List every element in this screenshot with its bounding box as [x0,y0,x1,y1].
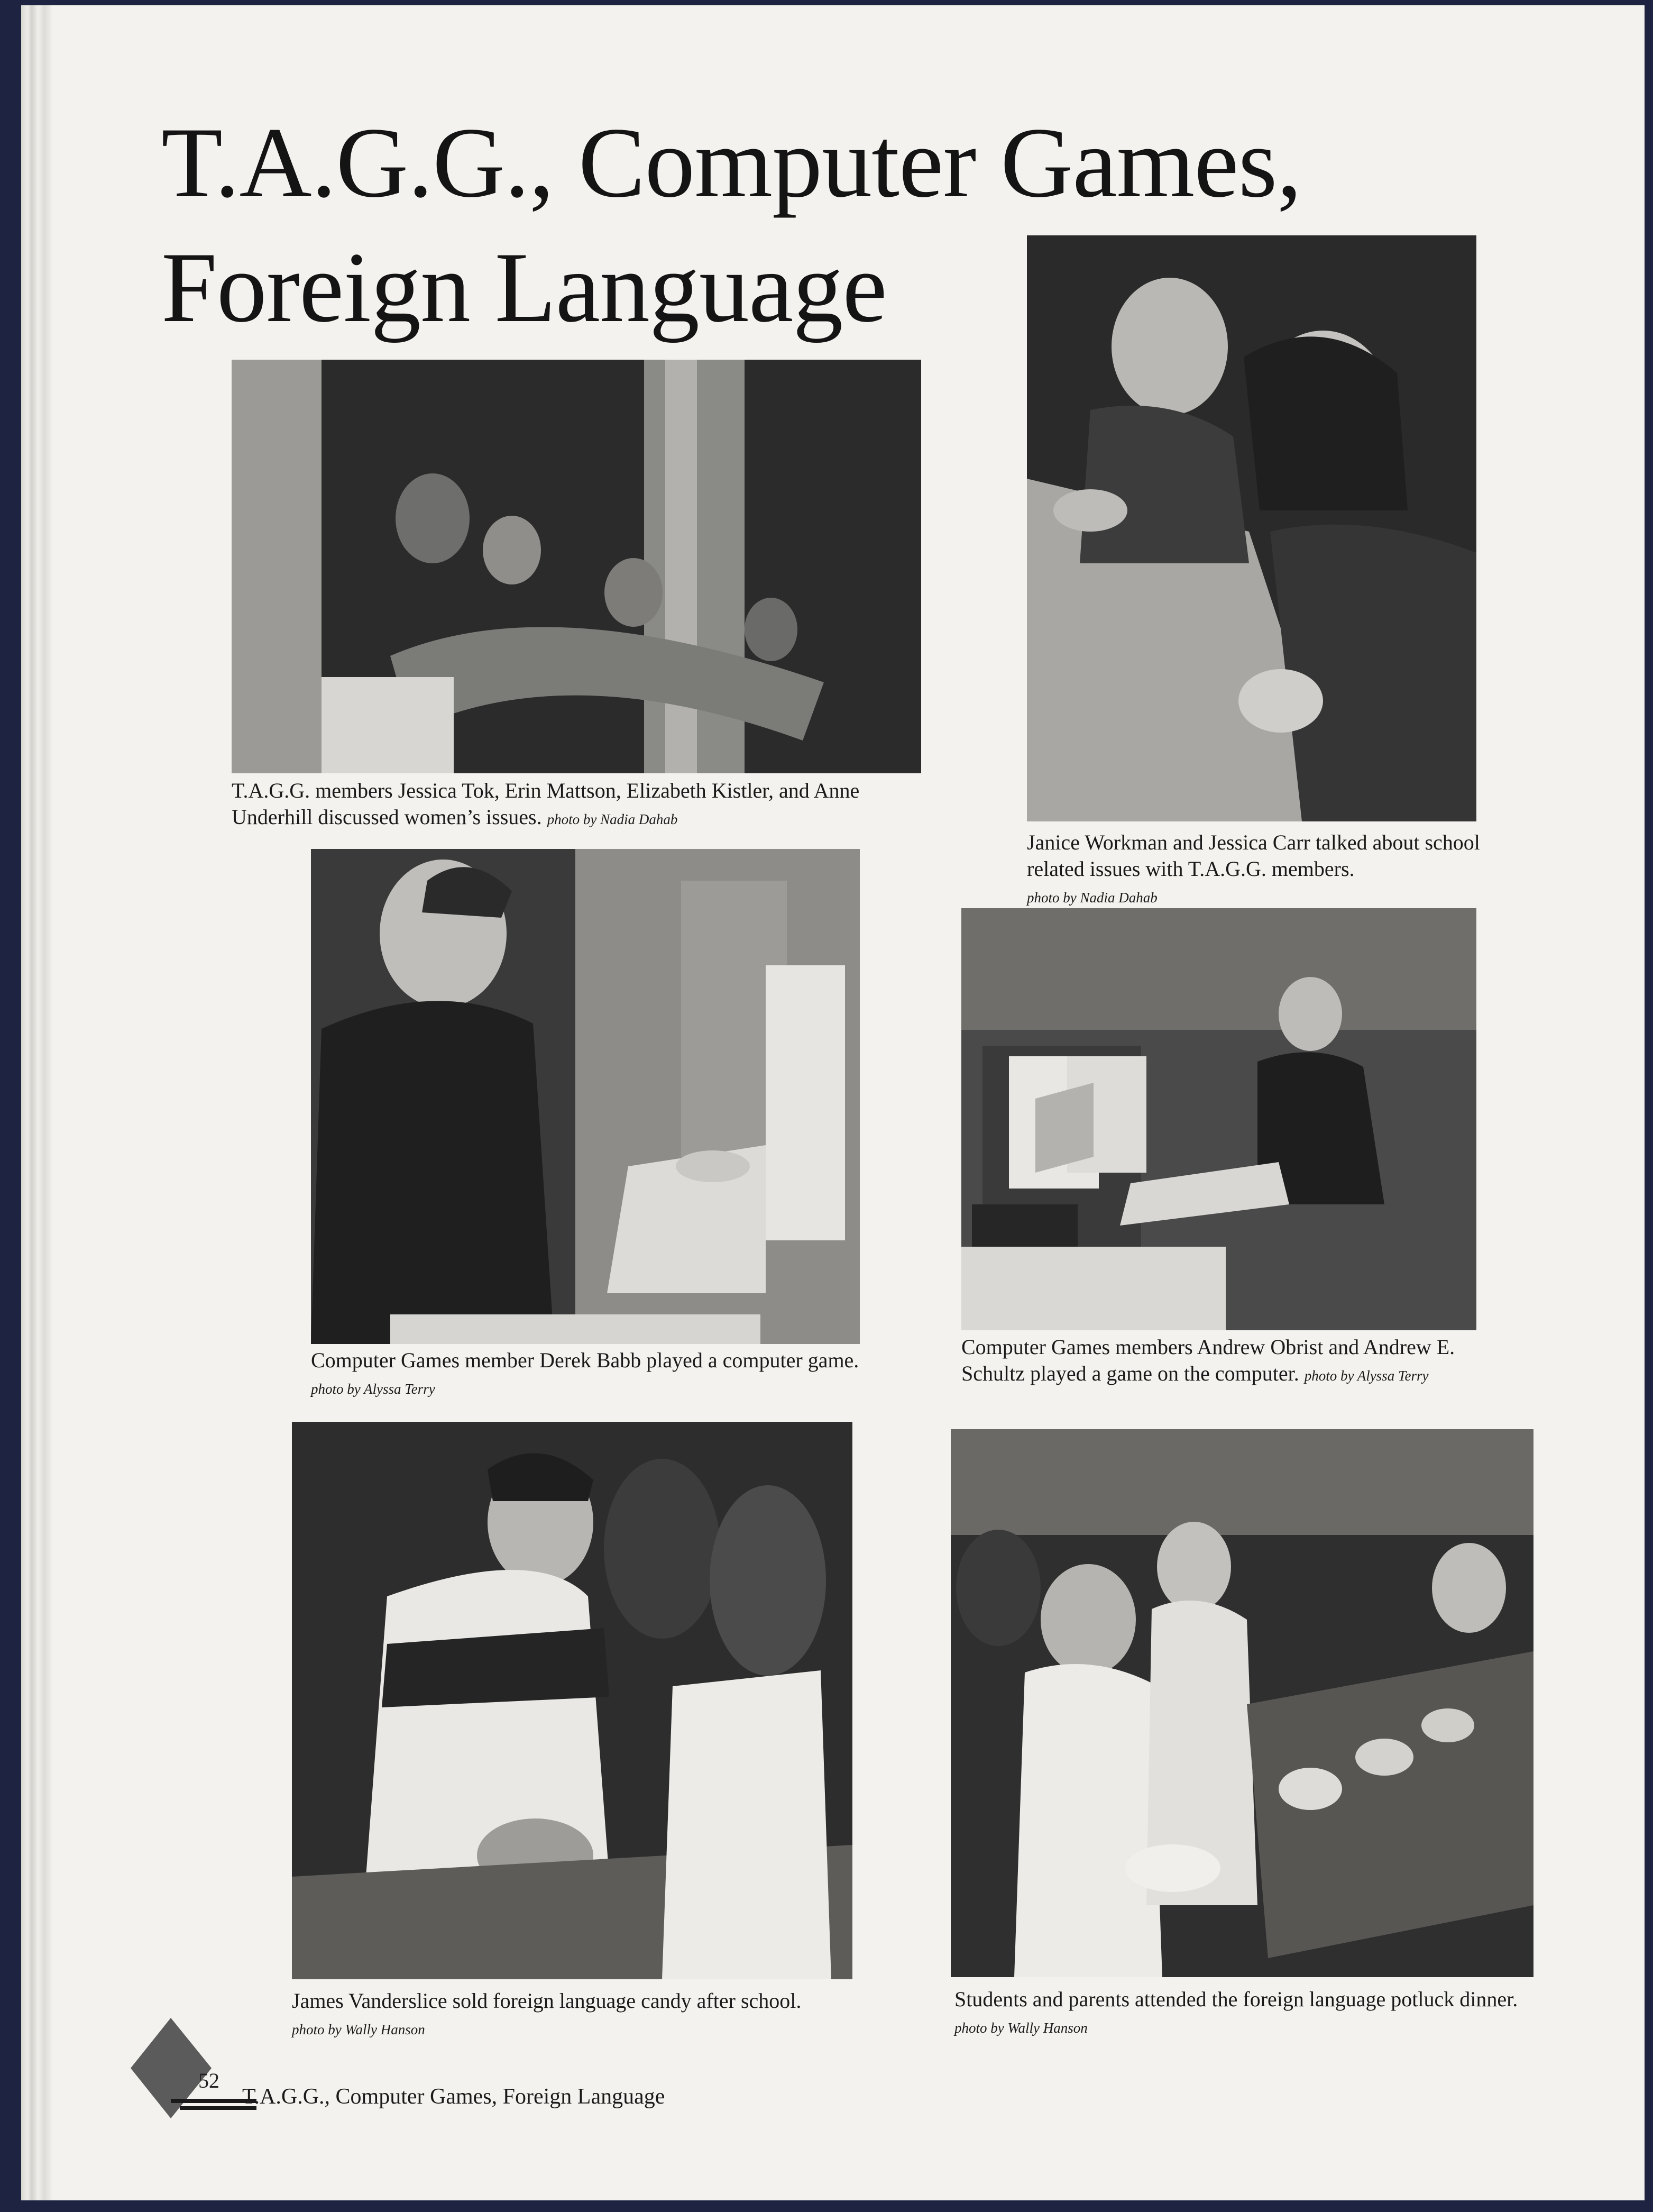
caption-tagg-discussion [232,778,935,833]
photo-credit: photo by Alyssa Terry [1304,1368,1429,1384]
photo-credit: photo by Nadia Dahab [1027,890,1158,906]
caption-janice-jessica [1027,829,1482,911]
photo-potluck-dinner-image [951,1429,1533,1977]
photo-derek-computer-image [311,849,860,1344]
photo-tagg-discussion-image [232,360,921,773]
photo-tagg-discussion [232,360,921,773]
caption-text: T.A.G.G. members Jessica Tok, Erin Mattson, Elizabeth Kistler, and Anne Underhill discussed women’s issues. [232,779,860,829]
page-edge [21,5,53,2200]
page-number: 52 [198,2069,219,2092]
page-title-line-1: T.A.G.G., Computer Games, [161,107,1302,218]
page-number-diamond-mark [130,2015,256,2126]
photo-candy-sale [292,1422,852,1979]
caption-text: Janice Workman and Jessica Carr talked about school related issues with T.A.G.G. members. [1027,830,1480,881]
caption-potluck-dinner [954,1986,1536,2041]
photo-janice-jessica [1027,235,1476,821]
photo-derek-computer [311,849,860,1344]
photo-computer-games-members [961,908,1476,1330]
photo-credit: photo by Wally Hanson [954,2020,1088,2036]
photo-computer-games-members-image [961,908,1476,1330]
caption-text: Computer Games member Derek Babb played a computer game. [311,1348,859,1372]
photo-credit: photo by Alyssa Terry [311,1381,435,1397]
caption-text: James Vanderslice sold foreign language candy after school. [292,1989,802,2013]
caption-computer-games-members [961,1334,1485,1389]
photo-potluck-dinner [951,1429,1533,1977]
page-footer-title: T.A.G.G., Computer Games, Foreign Language [242,2085,665,2109]
caption-candy-sale [292,1988,863,2043]
photo-credit: photo by Wally Hanson [292,2022,425,2037]
caption-text: Computer Games members Andrew Obrist and Andrew E. Schultz played a game on the computer. [961,1335,1455,1385]
page-title-line-2: Foreign Language [161,232,887,343]
photo-candy-sale-image [292,1422,852,1979]
caption-derek-computer [311,1347,866,1402]
caption-text: Students and parents attended the foreign language potluck dinner. [954,1987,1518,2011]
photo-janice-jessica-image [1027,235,1476,821]
photo-credit: photo by Nadia Dahab [547,811,678,827]
